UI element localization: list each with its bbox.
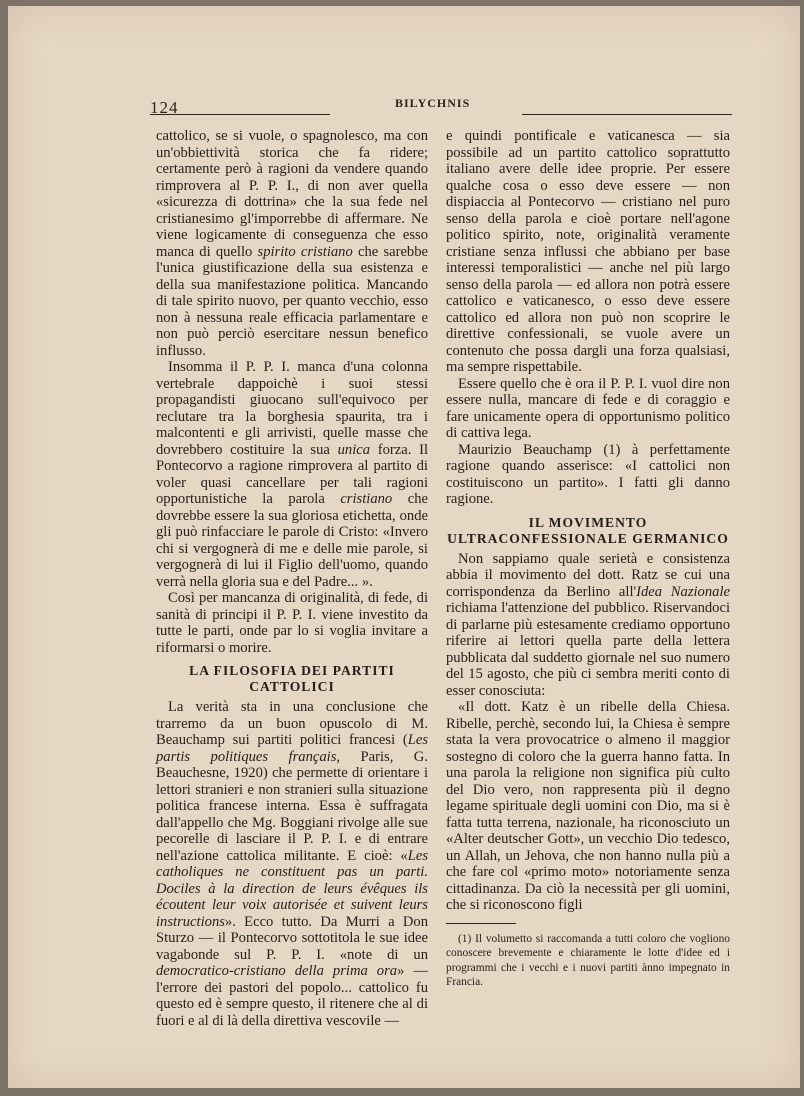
text-span: richiama l'attenzione del pubblico. Riservandoci di parlarne più estesamente crediamo opportuno riferire ai lettori quella parte della lettera pubblicata dal suddetto giornale nel suo numero del 15 agosto, che più ci sembra meriti conto di esser conosciuta: (446, 600, 730, 699)
header-rule-right (522, 114, 732, 115)
paragraph: «Il dott. Katz è un ribelle della Chiesa. Ribelle, perchè, secondo lui, la Chiesa è sempre stata la vera provocatrice o almeno il maggior sostegno di coloro che la guerra hanno fatta. In una parola la religione non significa più culto del Dio vero, non rappresenta più il degno legame spirituale degli uomini con Dio, ma si è fatta tutta terrena, nazionale, ha riconosciuto un «Alter deutscher Gott», un vecchio Dio tedesco, un Allah, un Jehova, che non hanno nulla più a che fare col «primo moto» notoriamente senza cittadinanza. Da ciò la necessità per gli uomini, che si riconoscono figli (446, 699, 730, 913)
text-span: che sarebbe l'unica giustificazione della sua esistenza e della sua manifestazione politica. Mancando di tale spirito nuovo, per quanto vecchio, esso non à nessuna reale efficacia parlamentare e non può perciò esercitare nessun benefico influsso. (156, 243, 429, 359)
paragraph: e quindi pontificale e vaticanesca — sia possibile ad un partito cattolico soprattutto italiano avere delle idee proprie. Per essere qualche cosa o esso deve essere — non dispiaccia al Pontecorvo — cristiano nel puro senso della parola e cioè portare nell'agone politico spirito, note, originalità veramente cristiane senza influssi che abbiano per base interessi temporalistici — anche nel più largo senso della parola — ed allora non potrà essere cattolico e vaticanesco, o esso deve essere cattolico ed allora non può non scoprire le direttive confessionali, se vuole avere un contenuto che possa dargli una forza qualsiasi, ma sempre rispettabile. (446, 128, 730, 375)
text-span: forza. Il Pontecorvo a ragione rimprovera al partito di voler quasi cancellare per tali ragioni opportunistiche la parola (156, 441, 428, 507)
text-span: Insomma il P. P. I. manca d'una colonna vertebrale dappoichè i suoi stessi propagandisti giuocano sull'equivoco per reclutare tra la borghesia spaurita, tra i malcontenti e gli arrivisti, quelle masse che dovrebbero costituire la sua (156, 359, 428, 458)
italic-text: spirito cristiano (257, 243, 353, 260)
italic-text: Idea Nazionale (636, 583, 730, 600)
paragraph: Essere quello che è ora il P. P. I. vuol dire non essere nulla, mancare di fede e di coraggio e fare unicamente opera di opportunismo politico di cattiva lega. (446, 375, 730, 441)
page-header (150, 96, 732, 116)
text-span: ». Ecco tutto. Da Murri a Don Sturzo — il Pontecorvo sottotitola le sue idee vagabonde sul P. P. I. «note di un (156, 913, 428, 963)
paragraph (156, 128, 428, 359)
text-span: Non sappiamo quale serietà e consistenza abbia il movimento del dott. Ratz se cui una corrispondenza da Berlino all' (446, 550, 730, 600)
journal-title: BILYCHNIS (395, 96, 471, 110)
italic-text: cristiano (340, 491, 393, 507)
text-span: » — l'errore dei pastori del popolo... cattolico fu questo ed è sempre questo, il ritenere che al di fuori e al di là della direttiva vescovile — (156, 963, 428, 1029)
section-title: LA FILOSOFIA DEI PARTITI CATTOLICI (189, 663, 395, 694)
text-span: che dovrebbe essere la sua gloriosa etichetta, onde gli può rinfacciare le parole di Cristo: «Invero chi si vergognerà di me e delle mie parole, si vergognerà di lui il Figlio dell'uomo, quando verrà nella gloria sua e del Padre... ». (156, 491, 428, 590)
italic-text: Les partis politiques français (156, 732, 428, 765)
paragraph: Maurizio Beauchamp (1) à perfettamente ragione quando asserisce: «I cattolici non costituiscono un partito». I fatti gli danno ragione. (446, 441, 730, 507)
right-column (446, 128, 730, 990)
text-span: , Paris, G. Beauchesne, 1920) che permette di orientare i lettori stranieri e non stranieri sulla situazione politica francese interna. Essa è suffragata dall'appello che Mg. Boggiani rivolge alle sue pecorelle di lasciare il P. P. I. e di entrare nell'azione cattolica militante. E cioè: « (156, 748, 428, 864)
paragraph: Così per mancanza di originalità, di fede, di sanità di principi il P. P. I. viene investito da tutte le parti, onde par lo si voglia invitare a riformarsi o morire. (156, 590, 428, 656)
italic-text: unica (337, 441, 371, 458)
left-column (156, 128, 428, 1029)
italic-text: Les catholiques ne constituent pas un parti. Dociles à la direction de leurs évêques ils écoutent leur voix autorisée et suivent leurs instructions (156, 847, 428, 930)
header-rule-left (150, 114, 330, 115)
paragraph (156, 359, 428, 590)
paragraph (446, 551, 730, 700)
text-span: La verità sta in una conclusione che trarremo da un buon opuscolo di M. Beauchamp sui partiti politici francesi ( (156, 699, 428, 748)
paragraph (156, 699, 428, 1029)
text-span: cattolico, se si vuole, o spagnolesco, ma con un'obbiettività storica che fa ridere; certamente però à ragioni da vendere quando rimprovera al P. P. I., di non aver quella «sicurezza di dottrina» che la sua fede nel cristianesimo gl'imporrebbe di affermare. Ne viene logicamente di conseguenza che esso manca di quello (156, 128, 428, 260)
section-title: IL MOVIMENTO ULTRACONFESSIONALE GERMANICO (447, 514, 729, 546)
italic-text: democratico-cristiano della prima ora (156, 963, 398, 979)
footnote: (1) Il volumetto si raccomanda a tutti coloro che vogliono conoscere brevemente e chiaramente le lotte d'idee ed i programmi che i vecchi e i nuovi partiti ànno impegnato in Francia. (446, 932, 730, 988)
footnote-rule (446, 923, 516, 924)
page-number: 124 (150, 98, 179, 117)
